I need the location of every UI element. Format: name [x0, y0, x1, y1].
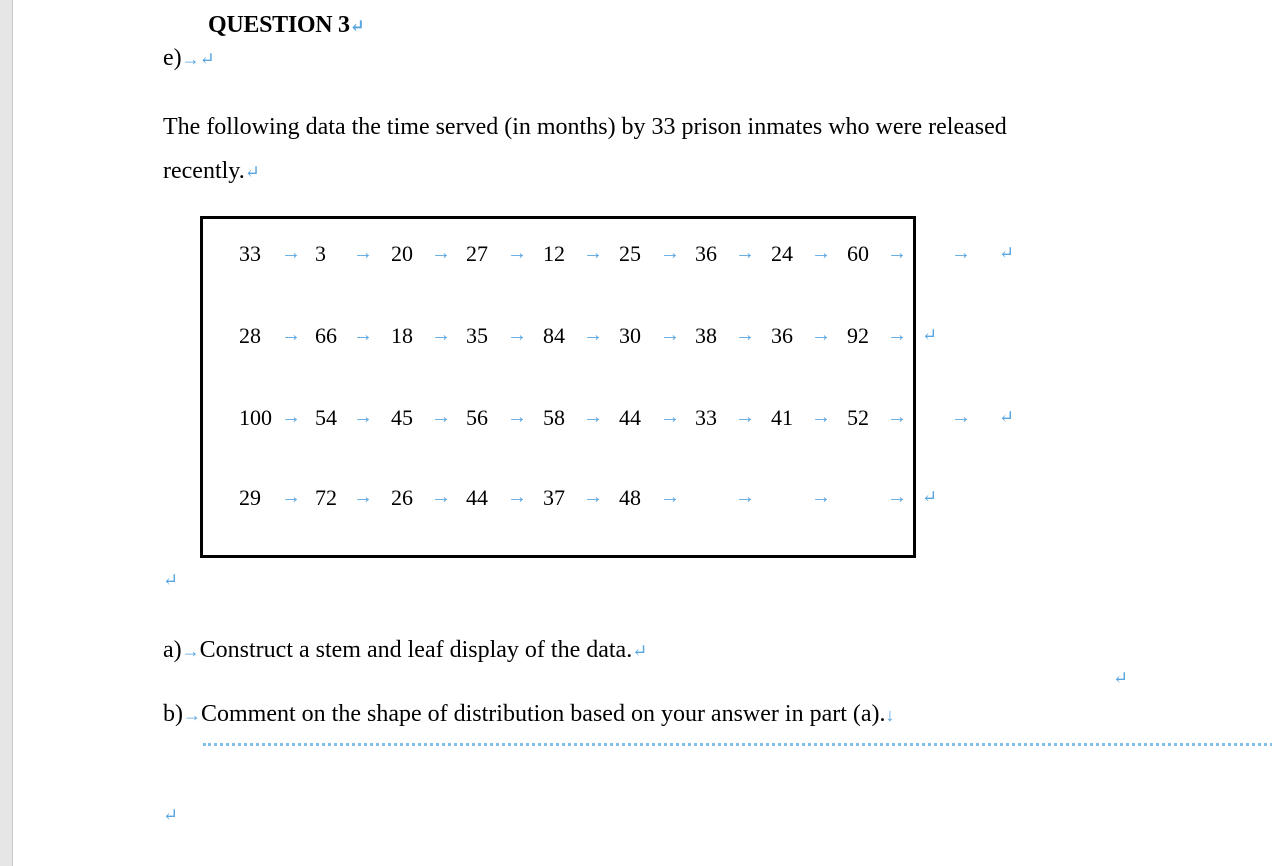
- tab-arrow-icon: →: [431, 324, 451, 346]
- tab-arrow-icon: →: [281, 486, 301, 508]
- data-value-r3-c4: 56: [466, 405, 488, 430]
- tab-arrow-icon: →: [507, 406, 527, 428]
- part-label: e): [163, 45, 182, 71]
- intro-paragraph-line-2: [163, 158, 260, 185]
- data-value-r2-c6: 30: [619, 323, 641, 348]
- data-value-r4-c2: 72: [315, 485, 337, 510]
- data-value-r4-c5: 37: [543, 485, 565, 510]
- tab-arrow-icon: →: [353, 406, 373, 428]
- tab-arrow-icon: →: [431, 406, 451, 428]
- data-value-r2-c9: 92: [847, 323, 869, 348]
- tab-arrow-icon: →: [583, 406, 603, 428]
- data-value-r3-c1: 100: [239, 405, 272, 430]
- paragraph-mark-icon: ↵: [163, 570, 179, 590]
- tab-arrow-icon: →: [281, 324, 301, 346]
- heading-text: QUESTION 3: [208, 12, 350, 38]
- question-b-label: b): [163, 701, 183, 727]
- tab-mark-icon: →: [183, 705, 201, 725]
- data-value-r3-c9: 52: [847, 405, 869, 430]
- data-value-r1-c7: 36: [695, 241, 717, 266]
- paragraph-mark-icon: ↵: [349, 16, 365, 36]
- part-label-row: [163, 45, 215, 72]
- data-value-r2-c4: 35: [466, 323, 488, 348]
- tab-arrow-icon: →: [583, 324, 603, 346]
- tab-arrow-icon: →: [353, 242, 373, 264]
- paragraph-mark-icon: ↵: [163, 805, 179, 825]
- tab-arrow-icon: →: [431, 486, 451, 508]
- data-value-r3-c5: 58: [543, 405, 565, 430]
- tab-arrow-icon: →: [431, 242, 451, 264]
- tab-arrow-icon: →: [660, 406, 680, 428]
- tab-arrow-icon: →: [811, 486, 831, 508]
- tab-arrow-icon: →: [735, 486, 755, 508]
- paragraph-mark-icon: ↵: [199, 49, 215, 69]
- data-value-r3-c6: 44: [619, 405, 641, 430]
- data-value-r2-c2: 66: [315, 323, 337, 348]
- tab-arrow-icon: →: [811, 406, 831, 428]
- data-value-r1-c4: 27: [466, 241, 488, 266]
- tab-mark-icon: →: [181, 641, 200, 661]
- tab-arrow-icon: →: [951, 406, 971, 428]
- tab-arrow-icon: →: [811, 242, 831, 264]
- data-value-r1-c2: 3: [315, 241, 326, 266]
- intro-text-line-2: recently.: [163, 158, 245, 184]
- data-value-r1-c5: 12: [543, 241, 565, 266]
- question-a-label: a): [163, 637, 182, 663]
- tab-arrow-icon: →: [811, 324, 831, 346]
- paragraph-mark-icon: ↵: [922, 325, 938, 345]
- data-value-r1-c6: 25: [619, 241, 641, 266]
- data-value-r2-c7: 38: [695, 323, 717, 348]
- tab-arrow-icon: →: [507, 486, 527, 508]
- line-break-mark-icon: ↓: [885, 705, 895, 725]
- tab-arrow-icon: →: [887, 486, 907, 508]
- data-value-r4-c3: 26: [391, 485, 413, 510]
- tab-arrow-icon: →: [583, 486, 603, 508]
- tab-arrow-icon: →: [951, 242, 971, 264]
- paragraph-mark-icon: ↵: [244, 162, 260, 182]
- data-value-r1-c9: 60: [847, 241, 869, 266]
- question-a: [163, 637, 647, 664]
- tab-arrow-icon: →: [660, 242, 680, 264]
- tab-mark-icon: →: [181, 49, 200, 69]
- paragraph-mark-icon: ↵: [632, 641, 648, 661]
- tab-arrow-icon: →: [735, 324, 755, 346]
- question-b-text: Comment on the shape of distribution based on your answer in part (a).: [201, 701, 886, 727]
- tab-arrow-icon: →: [353, 486, 373, 508]
- tab-arrow-icon: →: [887, 324, 907, 346]
- tab-arrow-icon: →: [735, 242, 755, 264]
- data-value-r2-c3: 18: [391, 323, 413, 348]
- data-value-r1-c3: 20: [391, 241, 413, 266]
- tab-arrow-icon: →: [660, 324, 680, 346]
- paragraph-mark-icon: ↵: [999, 407, 1015, 427]
- data-value-r4-c6: 48: [619, 485, 641, 510]
- paragraph-mark-icon: ↵: [1113, 668, 1129, 688]
- tab-arrow-icon: →: [507, 242, 527, 264]
- tab-arrow-icon: →: [507, 324, 527, 346]
- question-heading: [208, 12, 365, 39]
- data-value-r1-c1: 33: [239, 241, 261, 266]
- data-value-r3-c7: 33: [695, 405, 717, 430]
- tab-arrow-icon: →: [583, 242, 603, 264]
- data-value-r4-c1: 29: [239, 485, 261, 510]
- tab-arrow-icon: →: [660, 486, 680, 508]
- tab-arrow-icon: →: [735, 406, 755, 428]
- intro-text-line-1: The following data the time served (in months) by 33 prison inmates who were released: [163, 114, 1007, 140]
- tab-arrow-icon: →: [887, 242, 907, 264]
- tab-arrow-icon: →: [281, 406, 301, 428]
- paragraph-mark-icon: ↵: [999, 243, 1015, 263]
- tab-arrow-icon: →: [281, 242, 301, 264]
- section-break-dotted-line: [203, 743, 1272, 746]
- data-value-r4-c4: 44: [466, 485, 488, 510]
- data-value-r2-c1: 28: [239, 323, 261, 348]
- document-page: [12, 0, 1272, 866]
- tab-arrow-icon: →: [353, 324, 373, 346]
- intro-paragraph-line-1: [163, 114, 1007, 141]
- data-value-r3-c8: 41: [771, 405, 793, 430]
- data-value-r1-c8: 24: [771, 241, 793, 266]
- data-value-r3-c3: 45: [391, 405, 413, 430]
- data-value-r2-c8: 36: [771, 323, 793, 348]
- question-b: [163, 701, 895, 728]
- data-value-r2-c5: 84: [543, 323, 565, 348]
- data-value-r3-c2: 54: [315, 405, 337, 430]
- question-a-text: Construct a stem and leaf display of the data.: [199, 637, 633, 663]
- tab-arrow-icon: →: [887, 406, 907, 428]
- paragraph-mark-icon: ↵: [922, 487, 938, 507]
